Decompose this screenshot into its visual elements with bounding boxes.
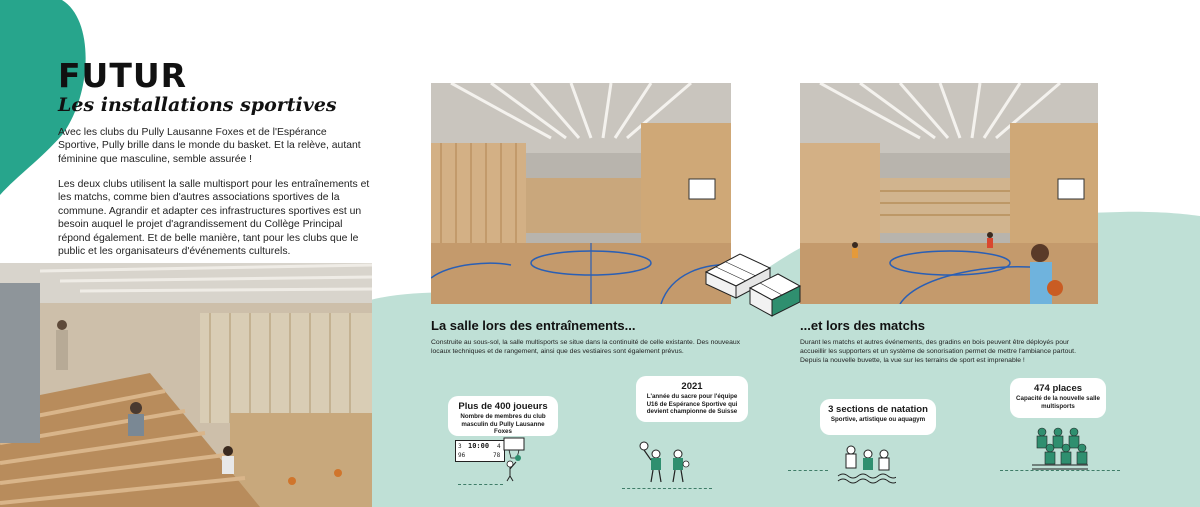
fact-seats-value: 474 places [1033, 383, 1083, 394]
matches-text: Durant les matchs et autres événements, des gradins en bois peuvent être déployés pour accueillir les supporters et un système de sonorisation permet de mettre l'ambiance partout. Depuis la nouvelle buvette, la vue sur les terrains de sport est imprenable ! [800, 339, 1076, 364]
fact-swimming-value: 3 sections de natation [828, 404, 928, 415]
intro-paragraph-2: Les deux clubs utilisent la salle multisport pour les entraînements et les matchs, comme bien d'autres associations sportives de la commune. Agrandir et adapter ces infrastructures sportives est un besoin auquel le projet d'agrandissement du Collège Principal répond également. Et de belle manière, tant pour les clubs que le public et les organisateurs d'événements culturels. [58, 179, 370, 258]
isometric-building-icon [700, 242, 808, 320]
fact-bubble-players [448, 396, 558, 436]
scoreboard-icon [455, 440, 505, 462]
basketball-hoop-icon [500, 436, 534, 482]
dashed-line-1 [458, 484, 503, 485]
fact-seats-desc: Capacité de la nouvelle salle multisports [1016, 395, 1100, 410]
dashed-line-3 [788, 470, 828, 471]
fact-year-desc: L'année du sacre pour l'équipe U16 de Espérance Sportive qui devient championne de Suisse [646, 393, 738, 416]
gym-photo-bleachers [0, 263, 372, 507]
fact-swimming-desc: Sportive, artistique ou aquagym [830, 416, 926, 423]
scoreboard-away-score: 78 [493, 452, 501, 459]
players-icon [638, 436, 692, 486]
dashed-line-4 [1000, 470, 1120, 471]
fact-players-value: Plus de 400 joueurs [458, 401, 548, 412]
fact-players-desc: Nombre de membres du club masculin du Pully Lausanne Foxes [460, 413, 546, 436]
scoreboard-period-1: 3 [458, 443, 462, 450]
fact-year-value: 2021 [681, 381, 703, 392]
fact-bubble-swimming [820, 399, 936, 435]
page-subtitle: Les installations sportives [58, 94, 337, 116]
swimmers-icon [836, 440, 896, 484]
scoreboard-home-score: 96 [458, 452, 466, 459]
matches-heading: ...et lors des matchs [800, 318, 925, 333]
scoreboard-time: 10:00 [468, 442, 490, 450]
scoreboard-period-2: 4 [497, 443, 501, 450]
fact-bubble-seats [1010, 378, 1106, 418]
intro-paragraph-1: Avec les clubs du Pully Lausanne Foxes et de l'Espérance Sportive, Pully brille dans le monde du basket. Et la relève, autant féminine que masculine, semble assurée ! [58, 127, 361, 165]
page-title: FUTUR [58, 56, 188, 95]
training-text: Construite au sous-sol, la salle multisports se situe dans la continuité de celle existante. Des nouveaux locaux techniques et de rangement, ainsi que des vestiaires sont également prévus. [431, 339, 741, 355]
training-heading: La salle lors des entraînements... [431, 318, 636, 333]
dashed-line-2 [622, 488, 712, 489]
fact-bubble-year [636, 376, 748, 422]
gym-photo-match [800, 83, 1098, 304]
spectators-icon [1032, 426, 1088, 472]
gym-photo-training [431, 83, 731, 304]
